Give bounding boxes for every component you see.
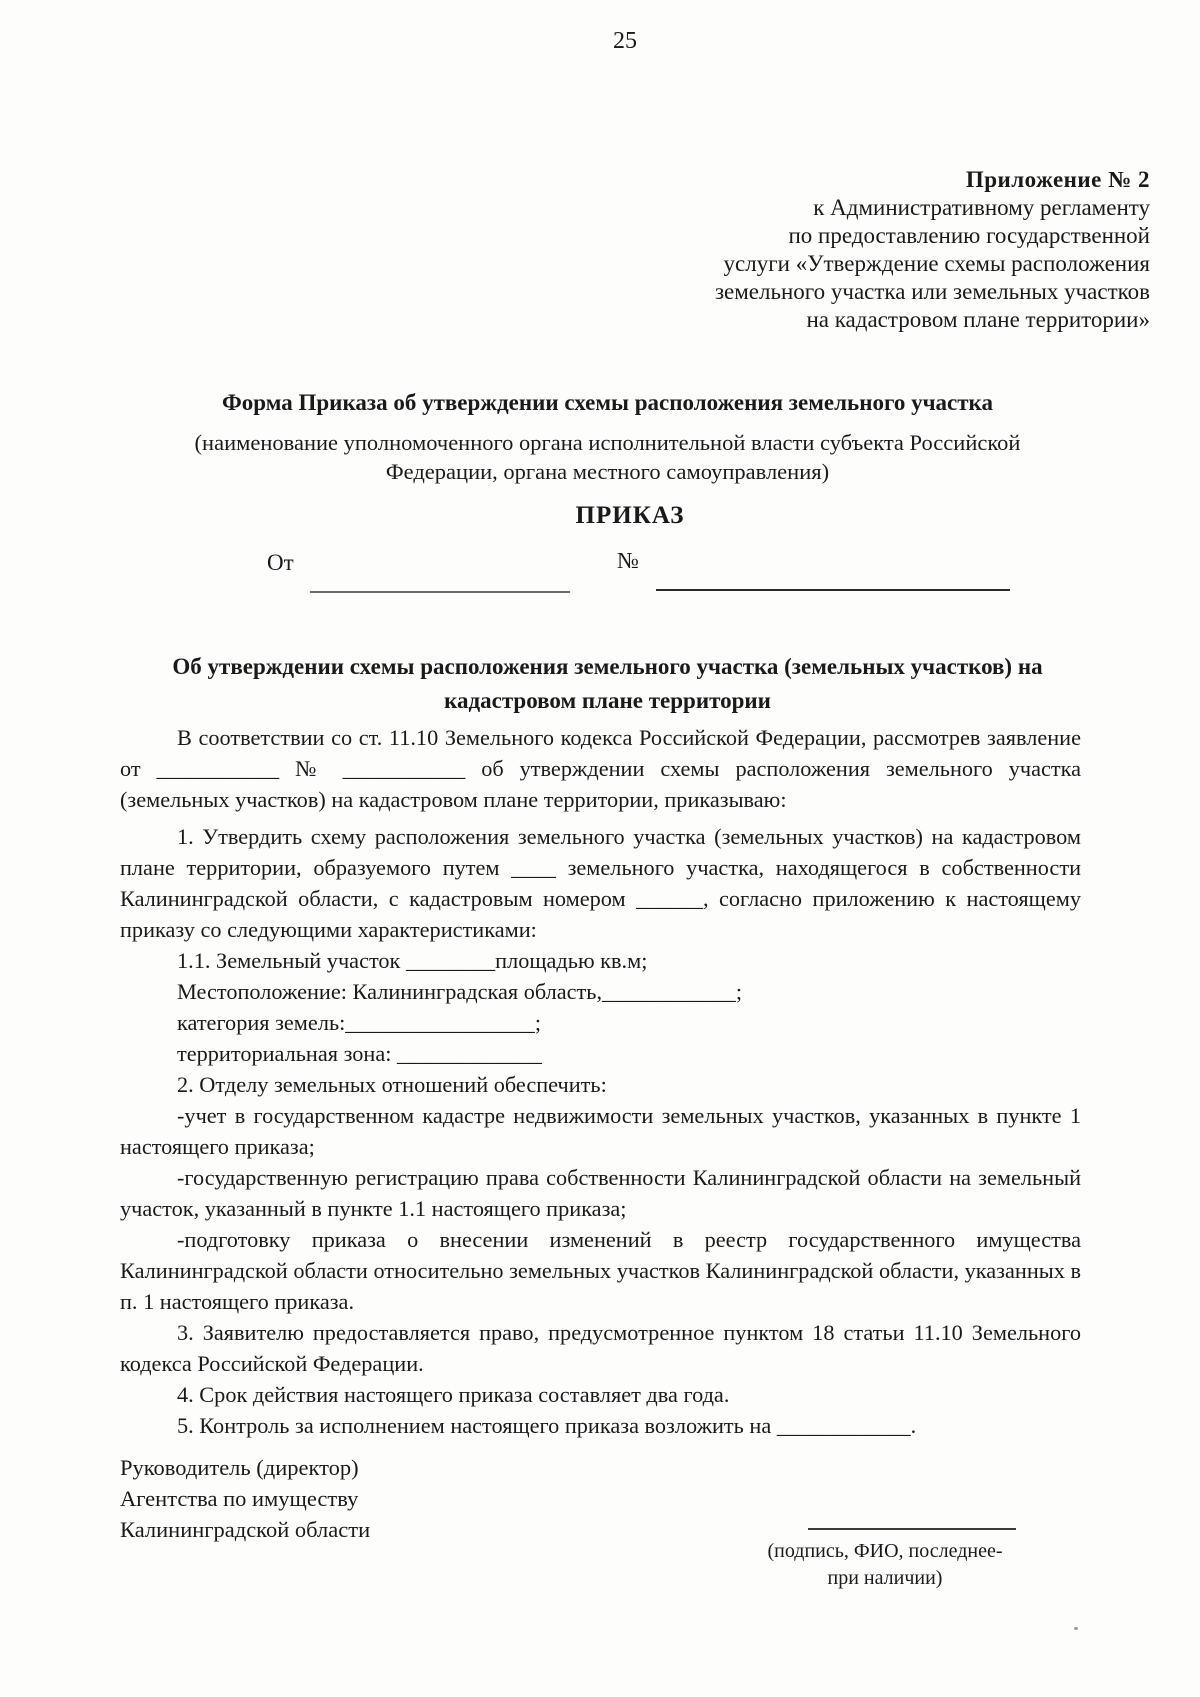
paragraph-item-1: 1. Утвердить схему расположения земельного участка (земельных участков) на кадастровом плане территории, образуемого путем ____ земельного участка, находящегося в собственности Калининградской области, с кадастровым номером ______, согласно приложению к настоящему приказу со следующими характеристиками: [120, 824, 1081, 942]
paragraph-location: Местоположение: Калининградская область,____________; [177, 979, 743, 1004]
signature-title-line: Калининградской области [120, 1517, 371, 1542]
paragraph-territorial-zone: территориальная зона: _____________ [177, 1041, 542, 1066]
paragraph-item-5: 5. Контроль за исполнением настоящего приказа возложить на ____________. [177, 1413, 917, 1438]
subject-heading-line: кадастровом плане территории [444, 688, 771, 713]
appendix-line: к Административному регламенту [813, 195, 1150, 220]
order-heading: ПРИКАЗ [575, 502, 685, 529]
paragraph-item-2: 2. Отделу земельных отношений обеспечить: [177, 1072, 607, 1097]
appendix-block [550, 166, 1150, 334]
form-subtitle-line: (наименование уполномоченного органа исполнительной власти субъекта Российской [194, 430, 1021, 455]
subject-heading-line: Об утверждении схемы расположения земельного участка (земельных участков) на [172, 654, 1043, 679]
subject-heading [120, 650, 1095, 718]
signature-caption [735, 1538, 1035, 1592]
page-number: 25 [613, 28, 637, 54]
form-subtitle-line: Федерации, органа местного самоуправления) [385, 459, 830, 484]
paragraph-intro: В соответствии со ст. 11.10 Земельного кодекса Российской Федерации, рассмотрев заявление от ___________ № ___________ об утверждении схемы расположения земельного участка (земельных участков) на кадастровом плане территории, приказываю: [120, 725, 1081, 812]
document-body [120, 722, 1081, 1441]
paragraph-item-4: 4. Срок действия настоящего приказа составляет два года. [177, 1382, 730, 1407]
appendix-line: земельного участка или земельных участков [714, 279, 1150, 304]
paragraph-item-3: 3. Заявителю предоставляется право, предусмотренное пунктом 18 статьи 11.10 Земельного кодекса Российской Федерации. [120, 1320, 1081, 1376]
signature-title-line: Руководитель (директор) [120, 1455, 359, 1480]
signature-blank-line [808, 1528, 1016, 1530]
signature-caption-line: при наличии) [827, 1567, 943, 1589]
number-blank-line [656, 589, 1010, 591]
number-label: № [617, 548, 639, 573]
appendix-line: по предоставлению государственной [788, 223, 1150, 248]
appendix-line: услуги «Утверждение схемы расположения [723, 251, 1150, 276]
signature-block [120, 1452, 370, 1545]
date-blank-line [310, 591, 570, 593]
date-label: От [267, 550, 294, 575]
signature-caption-line: (подпись, ФИО, последнее- [767, 1540, 1003, 1562]
paragraph-dash-preparation: -подготовку приказа о внесении изменений в реестр государственного имущества Калининградской области относительно земельных участков Калининградской области, указанных в п. 1 настоящего приказа. [120, 1227, 1081, 1314]
appendix-line: на кадастровом плане территории» [806, 307, 1150, 332]
scan-artifact-dot [1074, 1627, 1078, 1630]
appendix-title: Приложение № 2 [965, 167, 1150, 192]
paragraph-dash-accounting: -учет в государственном кадастре недвижимости земельных участков, указанных в пункте 1 настоящего приказа; [120, 1103, 1081, 1159]
paragraph-item-1-1: 1.1. Земельный участок ________площадью кв.м; [177, 948, 648, 973]
paragraph-land-category: категория земель:_________________; [177, 1010, 542, 1035]
paragraph-dash-registration: -государственную регистрацию права собственности Калининградской области на земельный участок, указанный в пункте 1.1 настоящего приказа; [120, 1165, 1081, 1221]
form-title: Форма Приказа об утверждении схемы расположения земельного участка [222, 390, 993, 415]
signature-title-line: Агентства по имуществу [120, 1486, 359, 1511]
form-subtitle [120, 428, 1095, 486]
